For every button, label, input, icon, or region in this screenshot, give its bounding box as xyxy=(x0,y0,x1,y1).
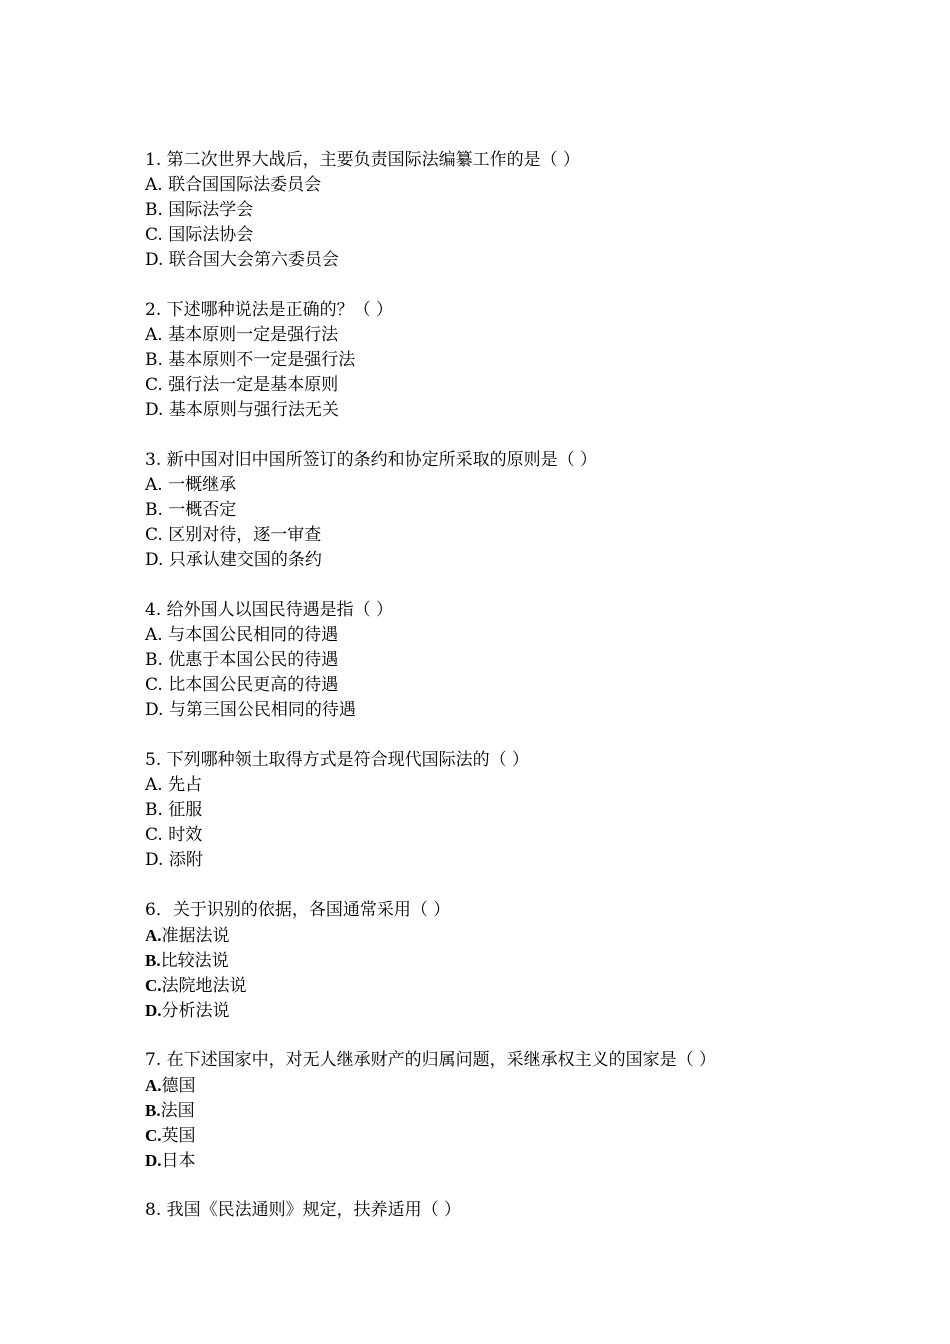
option-b xyxy=(145,948,845,973)
question-stem: 1. 第二次世界大战后，主要负责国际法编纂工作的是（ ） xyxy=(145,150,581,170)
option-letter: D. xyxy=(145,1001,162,1020)
question-4 xyxy=(145,598,845,723)
option-b: B. 一概否定 xyxy=(145,500,237,520)
option-text: 法院地法说 xyxy=(161,976,247,996)
option-c: C. 比本国公民更高的待遇 xyxy=(145,675,339,695)
option-letter: B. xyxy=(145,1101,161,1120)
question-stem: 2. 下述哪种说法是正确的？（ ） xyxy=(145,300,394,320)
option-c: C. 时效 xyxy=(145,825,203,845)
option-d: D. 只承认建交国的条约 xyxy=(145,550,322,570)
question-8 xyxy=(145,1198,845,1223)
option-b: B. 优惠于本国公民的待遇 xyxy=(145,650,339,670)
question-1 xyxy=(145,148,845,273)
question-stem: 6．关于识别的依据，各国通常采用（ ） xyxy=(145,900,451,920)
option-b xyxy=(145,1098,845,1123)
option-letter: D. xyxy=(145,1151,162,1170)
option-d: D. 基本原则与强行法无关 xyxy=(145,400,339,420)
option-letter: C. xyxy=(145,1126,162,1145)
option-a xyxy=(145,1073,845,1098)
option-c: C. 国际法协会 xyxy=(145,225,254,245)
question-3 xyxy=(145,448,845,573)
question-2 xyxy=(145,298,845,423)
option-d: D. 添附 xyxy=(145,850,203,870)
question-stem: 7. 在下述国家中，对无人继承财产的归属问题，采继承权主义的国家是（ ） xyxy=(145,1050,717,1070)
option-d: D. 联合国大会第六委员会 xyxy=(145,250,339,270)
option-d xyxy=(145,1148,845,1173)
option-a: A. 与本国公民相同的待遇 xyxy=(145,625,339,645)
option-c: C. 区别对待，逐一审查 xyxy=(145,525,322,545)
question-stem: 5. 下列哪种领土取得方式是符合现代国际法的（ ） xyxy=(145,750,530,770)
option-text: 准据法说 xyxy=(161,926,230,946)
option-letter: C. xyxy=(145,976,162,995)
option-a: A. 基本原则一定是强行法 xyxy=(145,325,339,345)
option-c xyxy=(145,1123,845,1148)
document-page xyxy=(145,148,845,1248)
question-stem: 4. 给外国人以国民待遇是指（ ） xyxy=(145,600,394,620)
option-text: 法国 xyxy=(160,1101,195,1121)
option-b: B. 国际法学会 xyxy=(145,200,254,220)
option-c: C. 强行法一定是基本原则 xyxy=(145,375,339,395)
option-a: A. 先占 xyxy=(145,775,203,795)
option-d: D. 与第三国公民相同的待遇 xyxy=(145,700,356,720)
option-letter: A. xyxy=(145,926,162,945)
option-text: 英国 xyxy=(161,1126,196,1146)
option-b: B. 基本原则不一定是强行法 xyxy=(145,350,356,370)
question-stem: 3. 新中国对旧中国所签订的条约和协定所采取的原则是（ ） xyxy=(145,450,598,470)
question-7 xyxy=(145,1048,845,1173)
option-a: A. 一概继承 xyxy=(145,475,237,495)
option-d xyxy=(145,998,845,1023)
option-b: B. 征服 xyxy=(145,800,203,820)
question-5 xyxy=(145,748,845,873)
option-c xyxy=(145,973,845,998)
question-stem: 8. 我国《民法通则》规定，扶养适用（ ） xyxy=(145,1200,462,1220)
question-6 xyxy=(145,898,845,1023)
option-a: A. 联合国国际法委员会 xyxy=(145,175,322,195)
option-text: 比较法说 xyxy=(160,951,229,971)
option-a xyxy=(145,923,845,948)
option-text: 德国 xyxy=(161,1076,196,1096)
option-letter: B. xyxy=(145,951,161,970)
option-text: 分析法说 xyxy=(161,1001,230,1021)
option-text: 日本 xyxy=(161,1151,196,1171)
option-letter: A. xyxy=(145,1076,162,1095)
